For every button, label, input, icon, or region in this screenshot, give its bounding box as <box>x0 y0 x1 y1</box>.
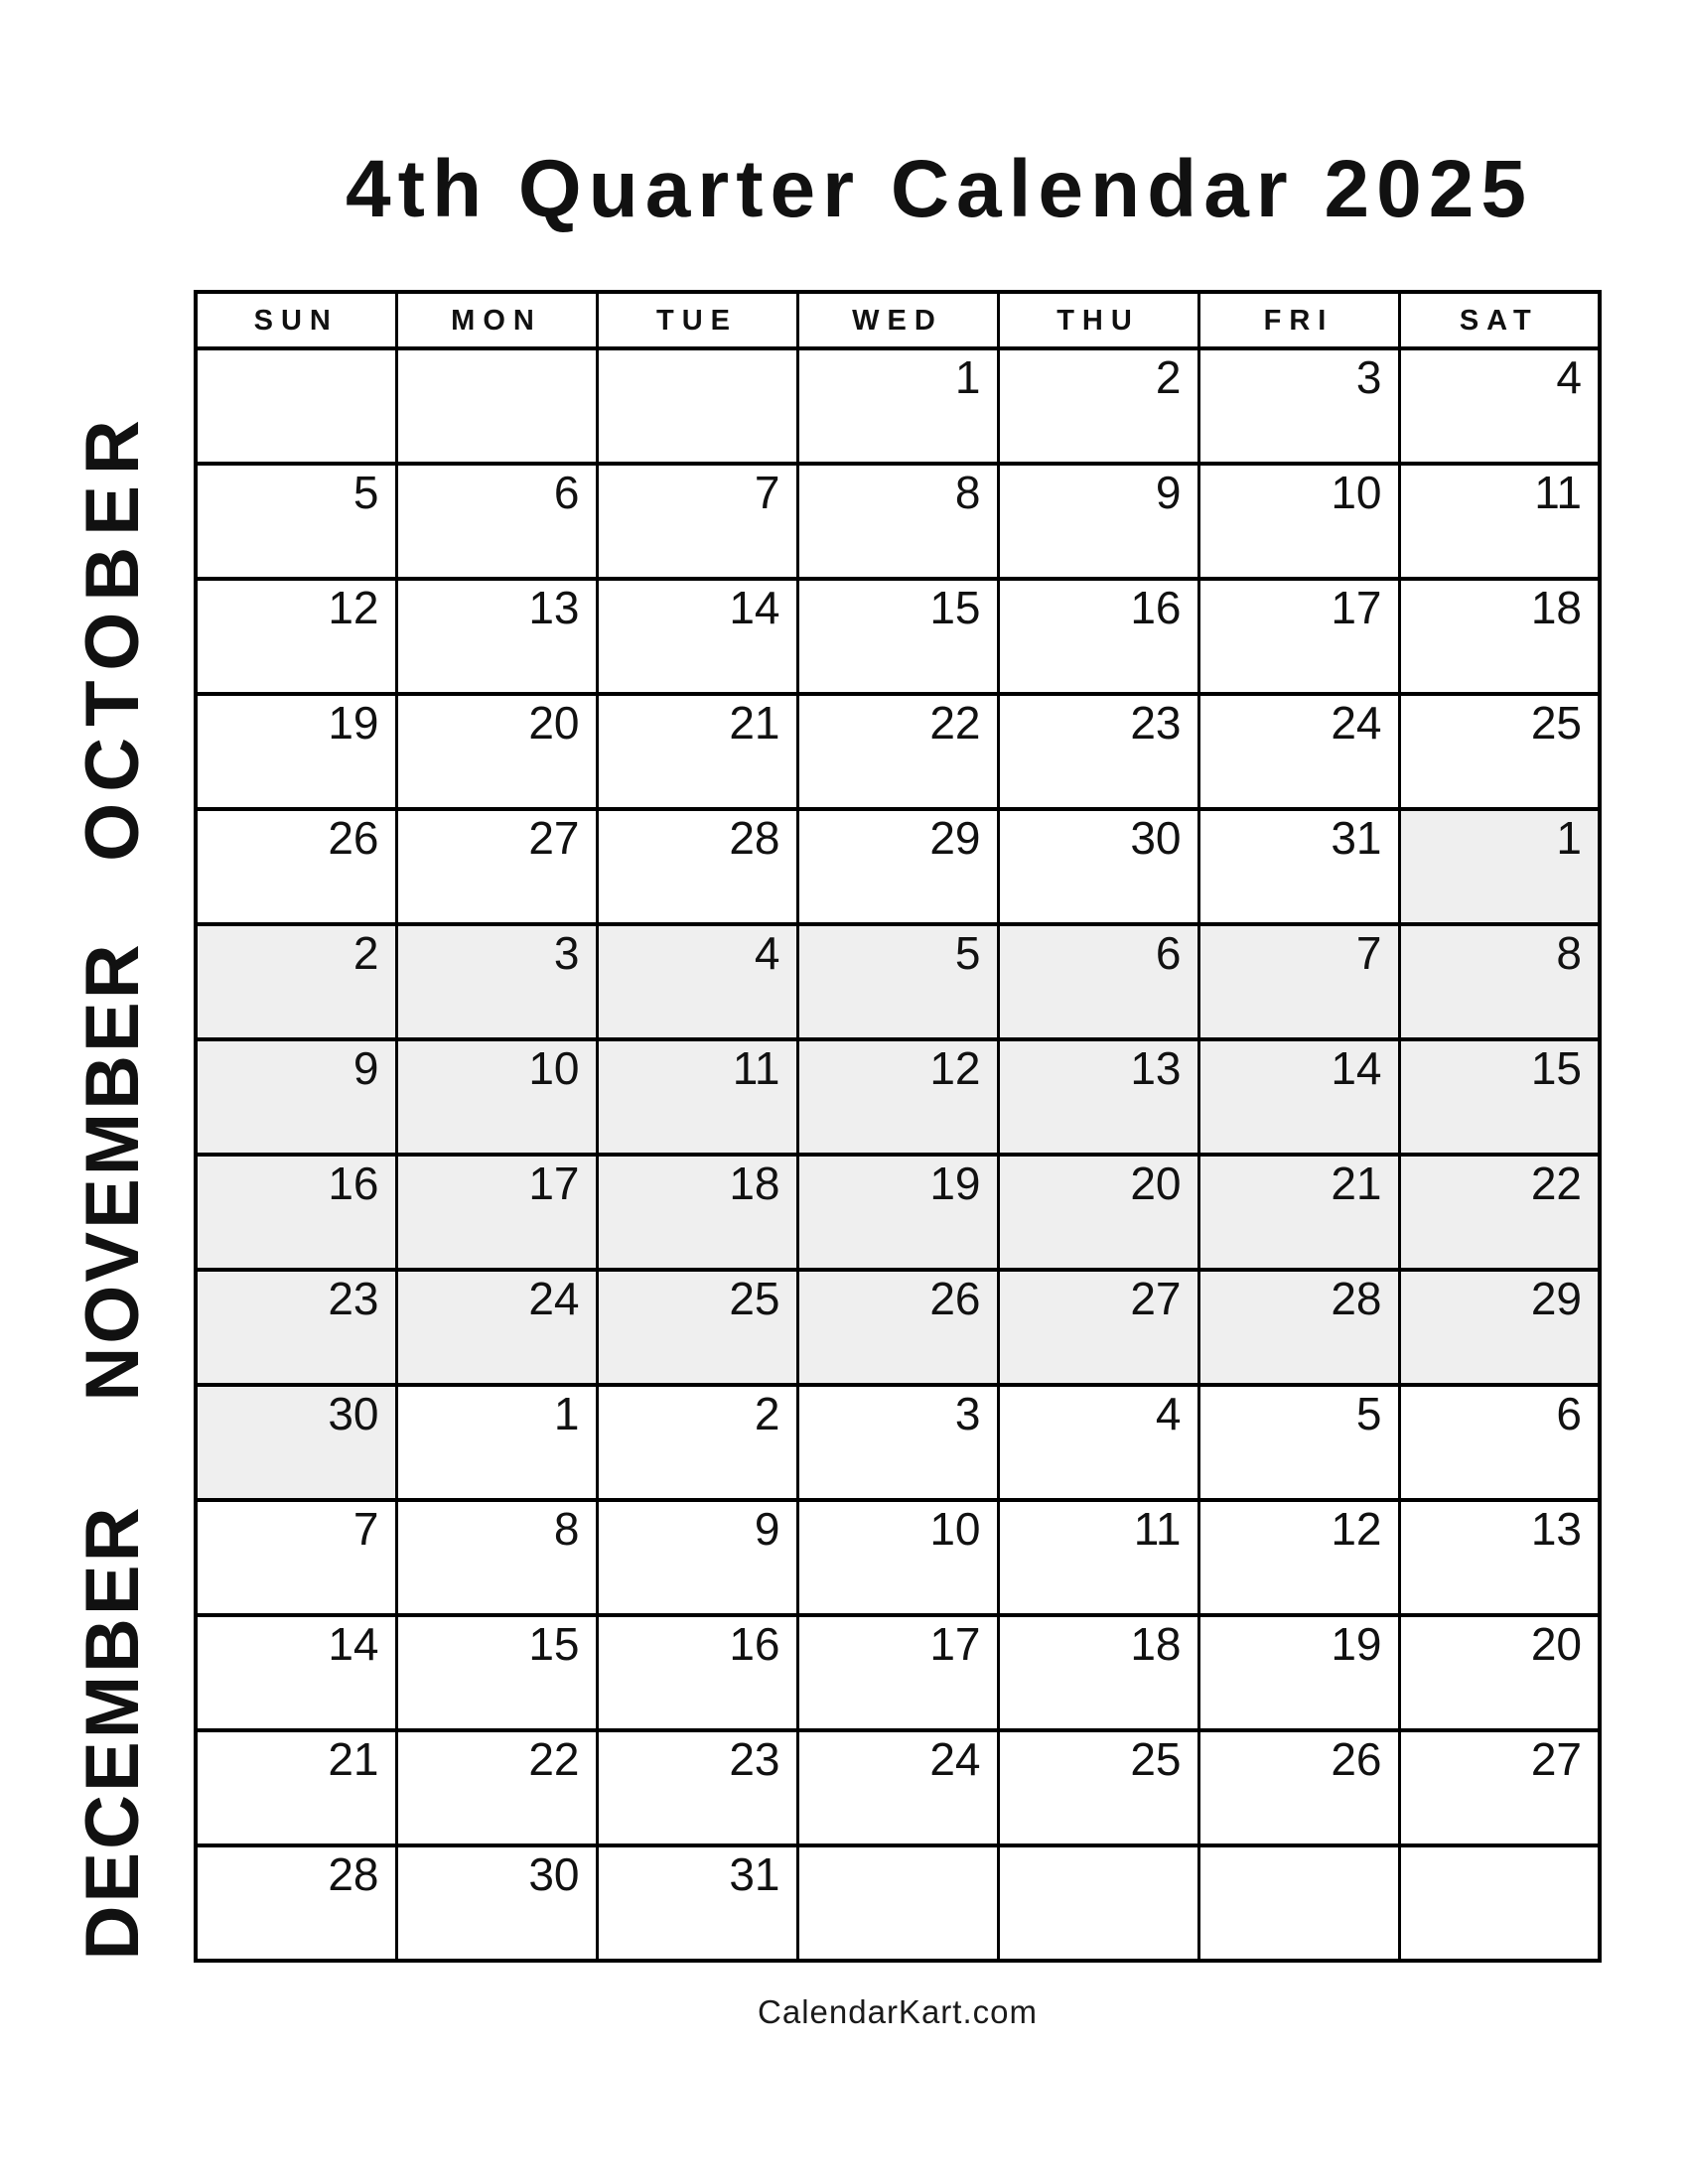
day-cell: 11 <box>597 1039 797 1155</box>
day-cell: 27 <box>998 1270 1198 1385</box>
day-cell: 24 <box>1198 694 1399 809</box>
week-row <box>196 1615 1600 1730</box>
day-cell: 3 <box>396 924 597 1039</box>
day-cell: 8 <box>396 1500 597 1615</box>
empty-cell <box>797 1845 998 1961</box>
day-cell: 17 <box>797 1615 998 1730</box>
day-cell: 9 <box>597 1500 797 1615</box>
day-cell: 30 <box>998 809 1198 924</box>
day-cell: 5 <box>1198 1385 1399 1500</box>
day-cell: 13 <box>396 579 597 694</box>
weekday-sat: SAT <box>1399 292 1600 348</box>
weekday-sun: SUN <box>196 292 396 348</box>
day-cell: 12 <box>196 579 396 694</box>
day-cell: 1 <box>396 1385 597 1500</box>
weekday-tue: TUE <box>597 292 797 348</box>
day-cell: 11 <box>1399 464 1600 579</box>
day-cell: 29 <box>1399 1270 1600 1385</box>
day-cell: 28 <box>1198 1270 1399 1385</box>
day-cell: 31 <box>1198 809 1399 924</box>
empty-cell <box>396 348 597 464</box>
day-cell: 2 <box>998 348 1198 464</box>
day-cell: 5 <box>196 464 396 579</box>
month-label-october: OCTOBER <box>70 409 155 862</box>
empty-cell <box>1198 1845 1399 1961</box>
day-cell: 6 <box>1399 1385 1600 1500</box>
day-cell: 19 <box>196 694 396 809</box>
day-cell: 7 <box>597 464 797 579</box>
page-title: 4th Quarter Calendar 2025 <box>346 144 1533 234</box>
week-row <box>196 1155 1600 1270</box>
day-cell: 19 <box>797 1155 998 1270</box>
week-row <box>196 348 1600 464</box>
day-cell: 24 <box>797 1730 998 1845</box>
day-cell: 4 <box>1399 348 1600 464</box>
empty-cell <box>196 348 396 464</box>
calendar-body <box>196 348 1600 1961</box>
week-row <box>196 579 1600 694</box>
week-row <box>196 1730 1600 1845</box>
day-cell: 25 <box>1399 694 1600 809</box>
day-cell: 30 <box>396 1845 597 1961</box>
day-cell: 18 <box>1399 579 1600 694</box>
day-cell: 8 <box>797 464 998 579</box>
day-cell: 16 <box>196 1155 396 1270</box>
day-cell: 9 <box>998 464 1198 579</box>
week-row <box>196 694 1600 809</box>
day-cell: 14 <box>597 579 797 694</box>
empty-cell <box>998 1845 1198 1961</box>
day-cell: 9 <box>196 1039 396 1155</box>
day-cell: 3 <box>1198 348 1399 464</box>
day-cell: 4 <box>597 924 797 1039</box>
week-row <box>196 464 1600 579</box>
day-cell: 13 <box>1399 1500 1600 1615</box>
day-cell: 27 <box>396 809 597 924</box>
week-row <box>196 1270 1600 1385</box>
day-cell: 18 <box>998 1615 1198 1730</box>
day-cell: 11 <box>998 1500 1198 1615</box>
day-cell: 28 <box>597 809 797 924</box>
day-cell: 26 <box>1198 1730 1399 1845</box>
calendar-table <box>194 290 1602 1963</box>
day-cell: 13 <box>998 1039 1198 1155</box>
day-cell: 19 <box>1198 1615 1399 1730</box>
day-cell: 26 <box>797 1270 998 1385</box>
week-row <box>196 1039 1600 1155</box>
day-cell: 17 <box>396 1155 597 1270</box>
day-cell: 23 <box>597 1730 797 1845</box>
empty-cell <box>1399 1845 1600 1961</box>
day-cell: 31 <box>597 1845 797 1961</box>
weekday-header-row <box>196 292 1600 348</box>
month-label-november: NOVEMBER <box>70 941 155 1402</box>
day-cell: 6 <box>998 924 1198 1039</box>
week-row <box>196 809 1600 924</box>
day-cell: 24 <box>396 1270 597 1385</box>
day-cell: 17 <box>1198 579 1399 694</box>
day-cell: 2 <box>196 924 396 1039</box>
weekday-thu: THU <box>998 292 1198 348</box>
day-cell: 18 <box>597 1155 797 1270</box>
day-cell: 10 <box>1198 464 1399 579</box>
day-cell: 29 <box>797 809 998 924</box>
day-cell: 20 <box>1399 1615 1600 1730</box>
day-cell: 10 <box>396 1039 597 1155</box>
day-cell: 7 <box>196 1500 396 1615</box>
day-cell: 6 <box>396 464 597 579</box>
day-cell: 16 <box>998 579 1198 694</box>
day-cell: 23 <box>196 1270 396 1385</box>
day-cell: 30 <box>196 1385 396 1500</box>
weekday-wed: WED <box>797 292 998 348</box>
day-cell: 25 <box>998 1730 1198 1845</box>
month-label-december: DECEMBER <box>70 1504 155 1961</box>
week-row <box>196 1500 1600 1615</box>
empty-cell <box>597 348 797 464</box>
day-cell: 12 <box>1198 1500 1399 1615</box>
day-cell: 26 <box>196 809 396 924</box>
day-cell: 21 <box>597 694 797 809</box>
week-row <box>196 1845 1600 1961</box>
day-cell: 16 <box>597 1615 797 1730</box>
day-cell: 10 <box>797 1500 998 1615</box>
day-cell: 15 <box>1399 1039 1600 1155</box>
day-cell: 25 <box>597 1270 797 1385</box>
day-cell: 15 <box>396 1615 597 1730</box>
day-cell: 20 <box>396 694 597 809</box>
day-cell: 14 <box>196 1615 396 1730</box>
day-cell: 14 <box>1198 1039 1399 1155</box>
day-cell: 23 <box>998 694 1198 809</box>
day-cell: 5 <box>797 924 998 1039</box>
day-cell: 1 <box>797 348 998 464</box>
day-cell: 8 <box>1399 924 1600 1039</box>
day-cell: 2 <box>597 1385 797 1500</box>
footer-site-name: CalendarKart.com <box>758 1993 1038 2030</box>
day-cell: 27 <box>1399 1730 1600 1845</box>
day-cell: 21 <box>1198 1155 1399 1270</box>
day-cell: 22 <box>396 1730 597 1845</box>
weekday-fri: FRI <box>1198 292 1399 348</box>
day-cell: 22 <box>1399 1155 1600 1270</box>
weekday-mon: MON <box>396 292 597 348</box>
day-cell: 28 <box>196 1845 396 1961</box>
day-cell: 15 <box>797 579 998 694</box>
week-row <box>196 1385 1600 1500</box>
day-cell: 7 <box>1198 924 1399 1039</box>
day-cell: 21 <box>196 1730 396 1845</box>
day-cell: 1 <box>1399 809 1600 924</box>
day-cell: 3 <box>797 1385 998 1500</box>
day-cell: 12 <box>797 1039 998 1155</box>
week-row <box>196 924 1600 1039</box>
day-cell: 22 <box>797 694 998 809</box>
day-cell: 20 <box>998 1155 1198 1270</box>
day-cell: 4 <box>998 1385 1198 1500</box>
